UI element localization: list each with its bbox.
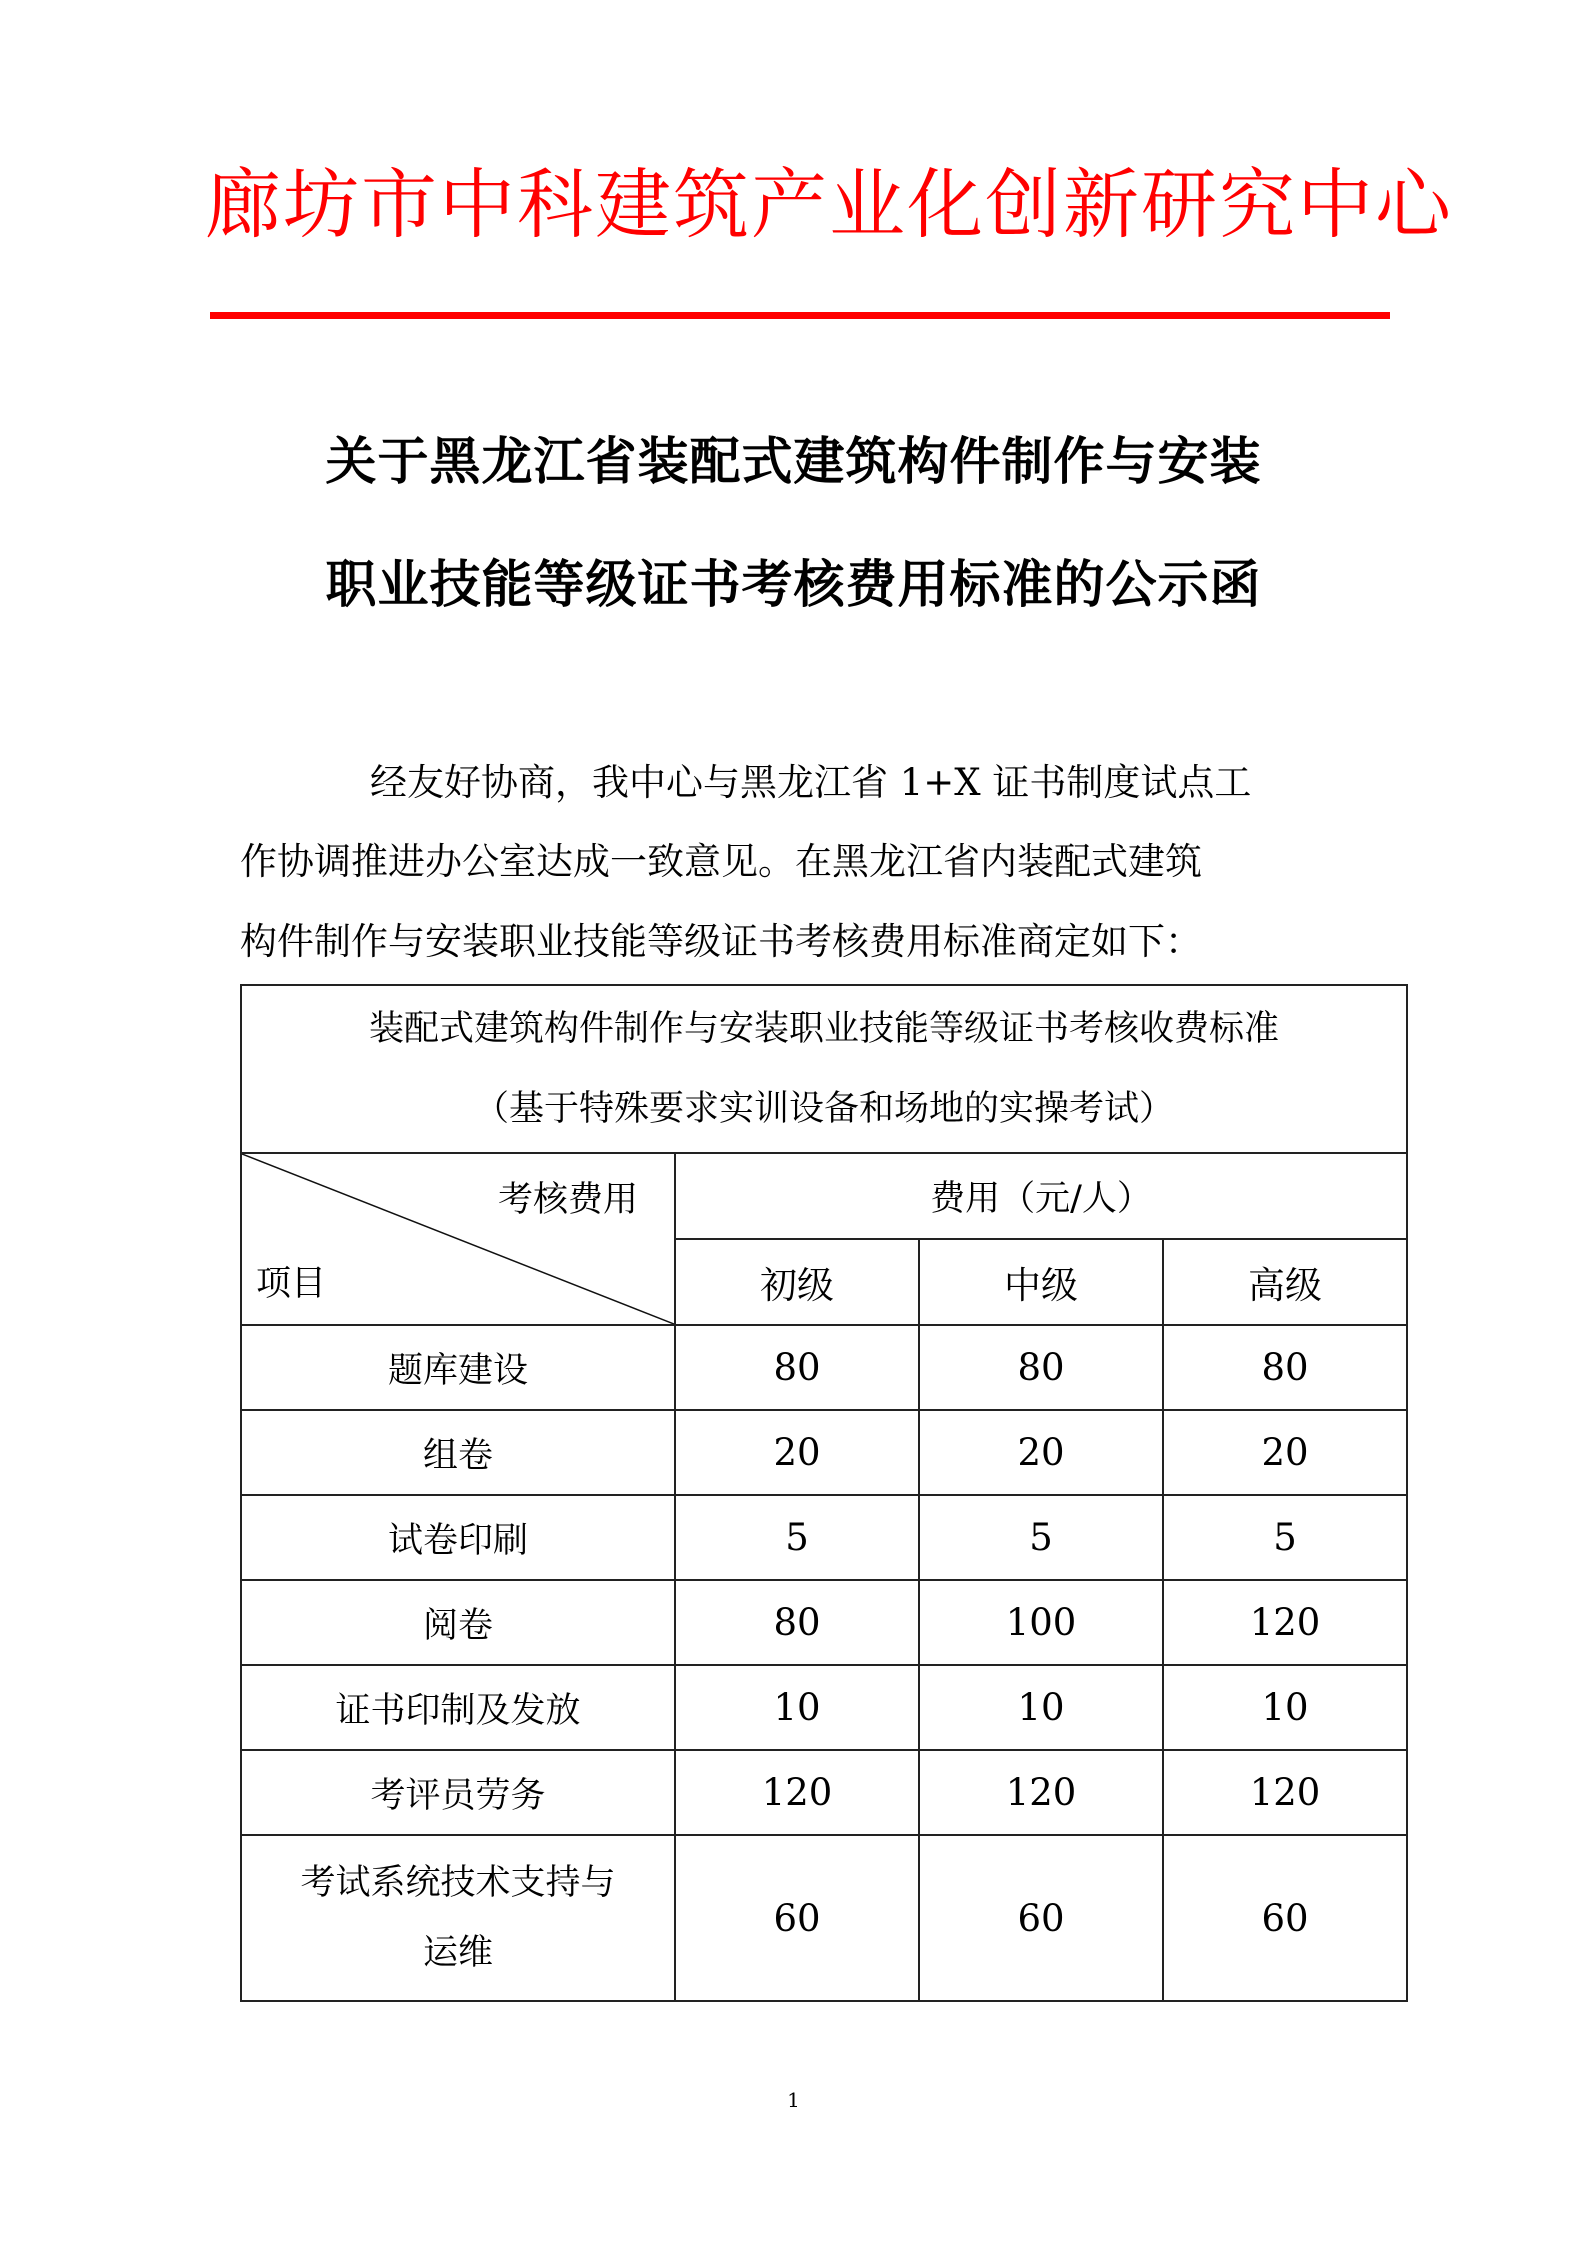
- cell-value: 120: [919, 1750, 1163, 1835]
- row-item-label: 证书印制及发放: [241, 1665, 675, 1750]
- cell-value: 120: [1163, 1750, 1407, 1835]
- row-item-label: 试卷印刷: [241, 1495, 675, 1580]
- table-row: [241, 1835, 1407, 2001]
- cell-value: 100: [919, 1580, 1163, 1665]
- table-row: [241, 1495, 1407, 1580]
- table-row: [241, 1580, 1407, 1665]
- cell-value: 10: [1163, 1665, 1407, 1750]
- body-paragraph-line-1: 经友好协商，我中心与黑龙江省 1+X 证书制度试点工: [370, 761, 1252, 804]
- level-header-senior: 高级: [1163, 1239, 1407, 1325]
- cell-value: 80: [1163, 1325, 1407, 1410]
- table-caption-line-1: 装配式建筑构件制作与安装职业技能等级证书考核收费标准: [369, 1009, 1280, 1049]
- row-item-label: 题库建设: [241, 1325, 675, 1410]
- cell-value: 10: [919, 1665, 1163, 1750]
- cell-value: 20: [675, 1410, 919, 1495]
- cell-value: 20: [919, 1410, 1163, 1495]
- org-name-letterhead: 廊坊市中科建筑产业化创新研究中心: [205, 160, 1453, 249]
- cell-value: 80: [675, 1580, 919, 1665]
- cell-value: 60: [1163, 1835, 1407, 2001]
- body-paragraph-line-3: 构件制作与安装职业技能等级证书考核费用标准商定如下：: [240, 920, 1202, 963]
- cell-value: 20: [1163, 1410, 1407, 1495]
- table-caption: [241, 985, 1407, 1153]
- cell-value: 10: [675, 1665, 919, 1750]
- table-corner-header: [241, 1153, 675, 1325]
- letterhead-red-rule: [210, 312, 1390, 319]
- row-item-label: [241, 1835, 675, 2001]
- cell-value: 120: [1163, 1580, 1407, 1665]
- fee-unit-header: 费用（元/人）: [675, 1153, 1407, 1239]
- page-number: 1: [787, 2088, 800, 2112]
- cell-value: 5: [919, 1495, 1163, 1580]
- row-item-label: 考评员劳务: [241, 1750, 675, 1835]
- level-header-junior: 初级: [675, 1239, 919, 1325]
- level-header-intermediate: 中级: [919, 1239, 1163, 1325]
- row-item-label-line-1: 考试系统技术支持与: [300, 1863, 616, 1903]
- row-item-label: 组卷: [241, 1410, 675, 1495]
- cell-value: 120: [675, 1750, 919, 1835]
- cell-value: 5: [1163, 1495, 1407, 1580]
- cell-value: 60: [675, 1835, 919, 2001]
- document-title-line-2: 职业技能等级证书考核费用标准的公示函: [325, 556, 1262, 615]
- fee-standard-table: [240, 984, 1408, 2002]
- row-item-label-line-2: 运维: [422, 1933, 493, 1973]
- cell-value: 80: [919, 1325, 1163, 1410]
- row-item-label: 阅卷: [241, 1580, 675, 1665]
- cell-value: 5: [675, 1495, 919, 1580]
- document-title-line-1: 关于黑龙江省装配式建筑构件制作与安装: [325, 433, 1262, 492]
- table-row: [241, 1750, 1407, 1835]
- table-row: [241, 1410, 1407, 1495]
- corner-label-item: 项目: [256, 1264, 327, 1304]
- cell-value: 80: [675, 1325, 919, 1410]
- table-caption-line-2: （基于特殊要求实训设备和场地的实操考试）: [474, 1089, 1175, 1129]
- body-paragraph-line-2: 作协调推进办公室达成一致意见。在黑龙江省内装配式建筑: [240, 840, 1202, 883]
- cell-value: 60: [919, 1835, 1163, 2001]
- table-row: [241, 1665, 1407, 1750]
- table-row: [241, 1325, 1407, 1410]
- corner-label-fee: 考核费用: [497, 1180, 638, 1220]
